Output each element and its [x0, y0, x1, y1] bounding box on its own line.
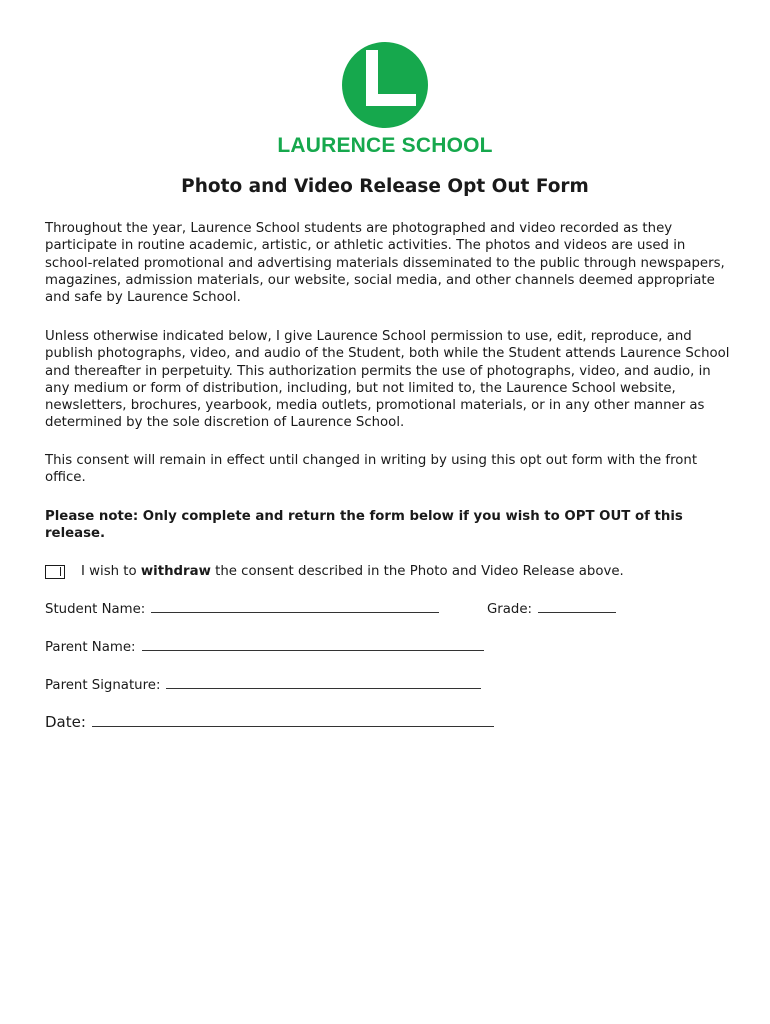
grade-input[interactable]: [538, 600, 616, 613]
parent-name-input[interactable]: [142, 638, 484, 651]
opt-out-note: Please note: Only complete and return the form below if you wish to OPT OUT of this release.: [45, 509, 683, 542]
date-input[interactable]: [92, 714, 494, 727]
parent-signature-field: [45, 676, 481, 694]
withdraw-checkbox[interactable]: [45, 565, 65, 579]
student-name-input[interactable]: [151, 600, 439, 613]
parent-name-field: [45, 638, 484, 656]
parent-signature-label: Parent Signature:: [45, 678, 161, 693]
withdraw-consent-row: [45, 563, 624, 580]
paragraph-intro: Throughout the year, Laurence School students are photographed and video recorded as they participate in routine academic, artistic, or athletic activities. The photos and videos are used in school-related promotional and advertising materials disseminated to the public through newspapers, magazines, admission materials, our website, social media, and other channels deemed appropriate and safe by Laurence School.: [45, 221, 725, 306]
page-title: Photo and Video Release Opt Out Form: [181, 176, 589, 197]
school-name: LAURENCE SCHOOL: [277, 134, 493, 157]
student-name-field: [45, 600, 439, 618]
paragraph-permission: Unless otherwise indicated below, I give Laurence School permission to use, edit, reproduce, and publish photographs, video, and audio of the Student, both while the Student attends Laurence School and thereafter in perpetuity. This authorization permits the use of photographs, video, and audio, in any medium or form of distribution, including, but not limited to, the Laurence School website, newsletters, brochures, yearbook, media outlets, promotional materials, or in any other manner as determined by the sole discretion of Laurence School.: [45, 329, 730, 431]
checkbox-label-bold: withdraw: [140, 564, 211, 579]
checkbox-label-suffix: the consent described in the Photo and Video Release above.: [210, 564, 624, 579]
parent-name-label: Parent Name:: [45, 640, 136, 655]
paragraph-consent: This consent will remain in effect until changed in writing by using this opt out form with the front office.: [45, 453, 698, 486]
grade-label: Grade:: [487, 602, 533, 617]
student-name-label: Student Name:: [45, 602, 146, 617]
school-logo: [0, 42, 770, 158]
date-label: Date:: [45, 713, 86, 731]
date-field: [45, 714, 494, 731]
laurence-l-logo-icon: [342, 42, 428, 128]
checkbox-label-prefix: I wish to: [81, 564, 141, 579]
parent-signature-input[interactable]: [166, 676, 481, 689]
withdraw-checkbox-label: [81, 563, 624, 580]
grade-field: [487, 600, 616, 618]
